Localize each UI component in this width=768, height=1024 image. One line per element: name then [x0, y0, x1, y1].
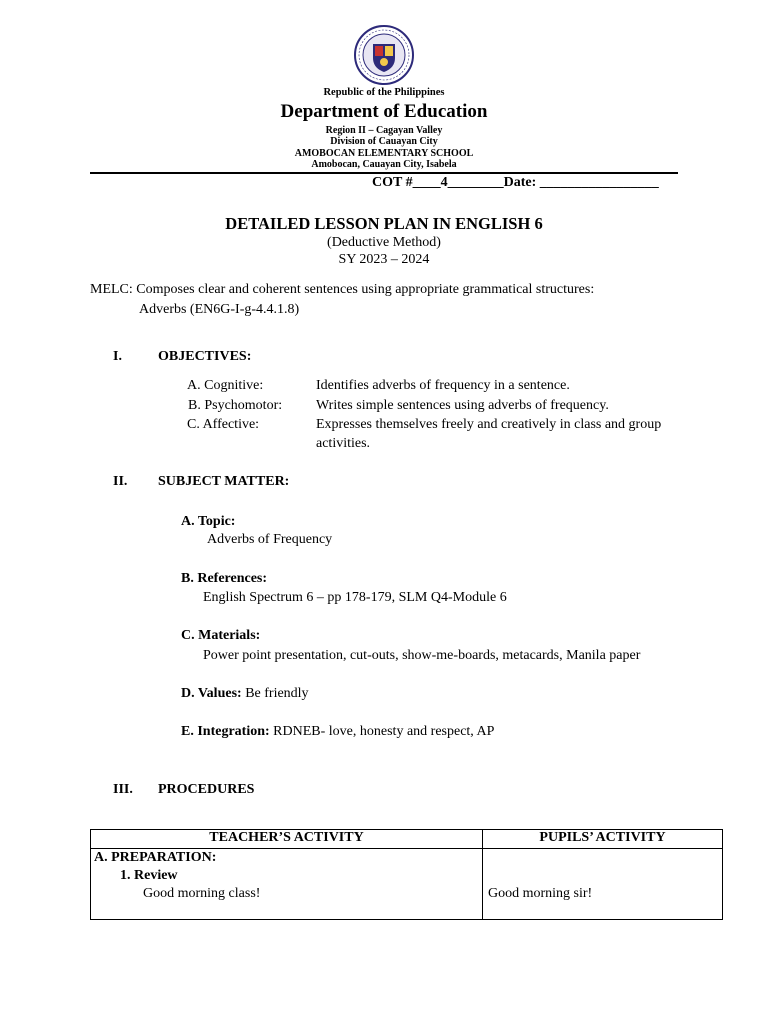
cot-value: ____4______: [412, 175, 490, 190]
table-header-row: [91, 830, 723, 849]
pupils-activity-header: PUPILS’ ACTIVITY: [483, 830, 723, 849]
method-subtitle: (Deductive Method): [327, 235, 441, 250]
review-subheading: 1. Review: [120, 868, 178, 883]
procedures-heading: PROCEDURES: [158, 782, 255, 797]
deped-seal: [353, 24, 415, 86]
date-value: _________________: [539, 175, 659, 190]
objectives-number: I.: [113, 349, 122, 364]
date-label: __Date:: [489, 175, 540, 190]
integration-label: E. Integration:: [181, 724, 270, 739]
subject-matter-heading: SUBJECT MATTER:: [158, 474, 290, 489]
subject-matter-number: II.: [113, 474, 128, 489]
school-year: SY 2023 – 2024: [338, 252, 430, 267]
cot-date-line: [372, 175, 659, 191]
pupils-greeting: Good morning sir!: [488, 886, 593, 901]
references-label: B. References:: [181, 571, 268, 586]
country-line: Republic of the Philippines: [323, 87, 445, 98]
integration-value: RDNEB- love, honesty and respect, AP: [269, 724, 495, 739]
references-value: English Spectrum 6 – pp 178-179, SLM Q4-Module 6: [203, 590, 507, 605]
topic-value: Adverbs of Frequency: [207, 532, 333, 547]
pupils-activity-cell: [483, 849, 723, 920]
cot-label: COT #: [372, 175, 413, 190]
objectives-heading: OBJECTIVES:: [158, 349, 252, 364]
procedures-number: III.: [113, 782, 133, 797]
objective-text-continued: activities.: [316, 436, 371, 451]
melc-line-1: MELC: Composes clear and coherent sentences using appropriate grammatical structures:: [90, 282, 595, 297]
preparation-heading: A. PREPARATION:: [94, 850, 217, 865]
teacher-greeting: Good morning class!: [143, 886, 261, 901]
objective-text: Writes simple sentences using adverbs of frequency.: [316, 398, 609, 413]
topic-label: A. Topic:: [181, 514, 236, 529]
header-divider: [90, 172, 678, 174]
materials-value: Power point presentation, cut-outs, show-me-boards, metacards, Manila paper: [203, 648, 641, 663]
objective-label: C. Affective:: [187, 417, 260, 432]
integration-line: [181, 722, 494, 741]
department-name: Department of Education: [280, 101, 488, 122]
objective-label: A. Cognitive:: [187, 378, 264, 393]
procedures-table: [90, 829, 723, 920]
lesson-plan-title: DETAILED LESSON PLAN IN ENGLISH 6: [225, 214, 543, 233]
objective-text: Identifies adverbs of frequency in a sentence.: [316, 378, 570, 393]
objective-label: B. Psychomotor:: [188, 398, 283, 413]
values-label: D. Values:: [181, 686, 242, 701]
school-name: AMOBOCAN ELEMENTARY SCHOOL: [294, 148, 474, 159]
school-address: Amobocan, Cauayan City, Isabela: [311, 159, 457, 170]
region-line: Region II – Cagayan Valley: [325, 125, 443, 136]
materials-label: C. Materials:: [181, 628, 261, 643]
division-line: Division of Cauayan City: [330, 136, 438, 147]
values-line: [181, 684, 309, 703]
melc-line-2: Adverbs (EN6G-I-g-4.4.1.8): [139, 302, 300, 317]
objective-text: Expresses themselves freely and creatively in class and group: [316, 417, 662, 432]
table-row: [91, 849, 723, 920]
teacher-activity-header: TEACHER’S ACTIVITY: [91, 830, 483, 849]
values-value: Be friendly: [241, 686, 309, 701]
teacher-activity-cell: [91, 849, 483, 920]
